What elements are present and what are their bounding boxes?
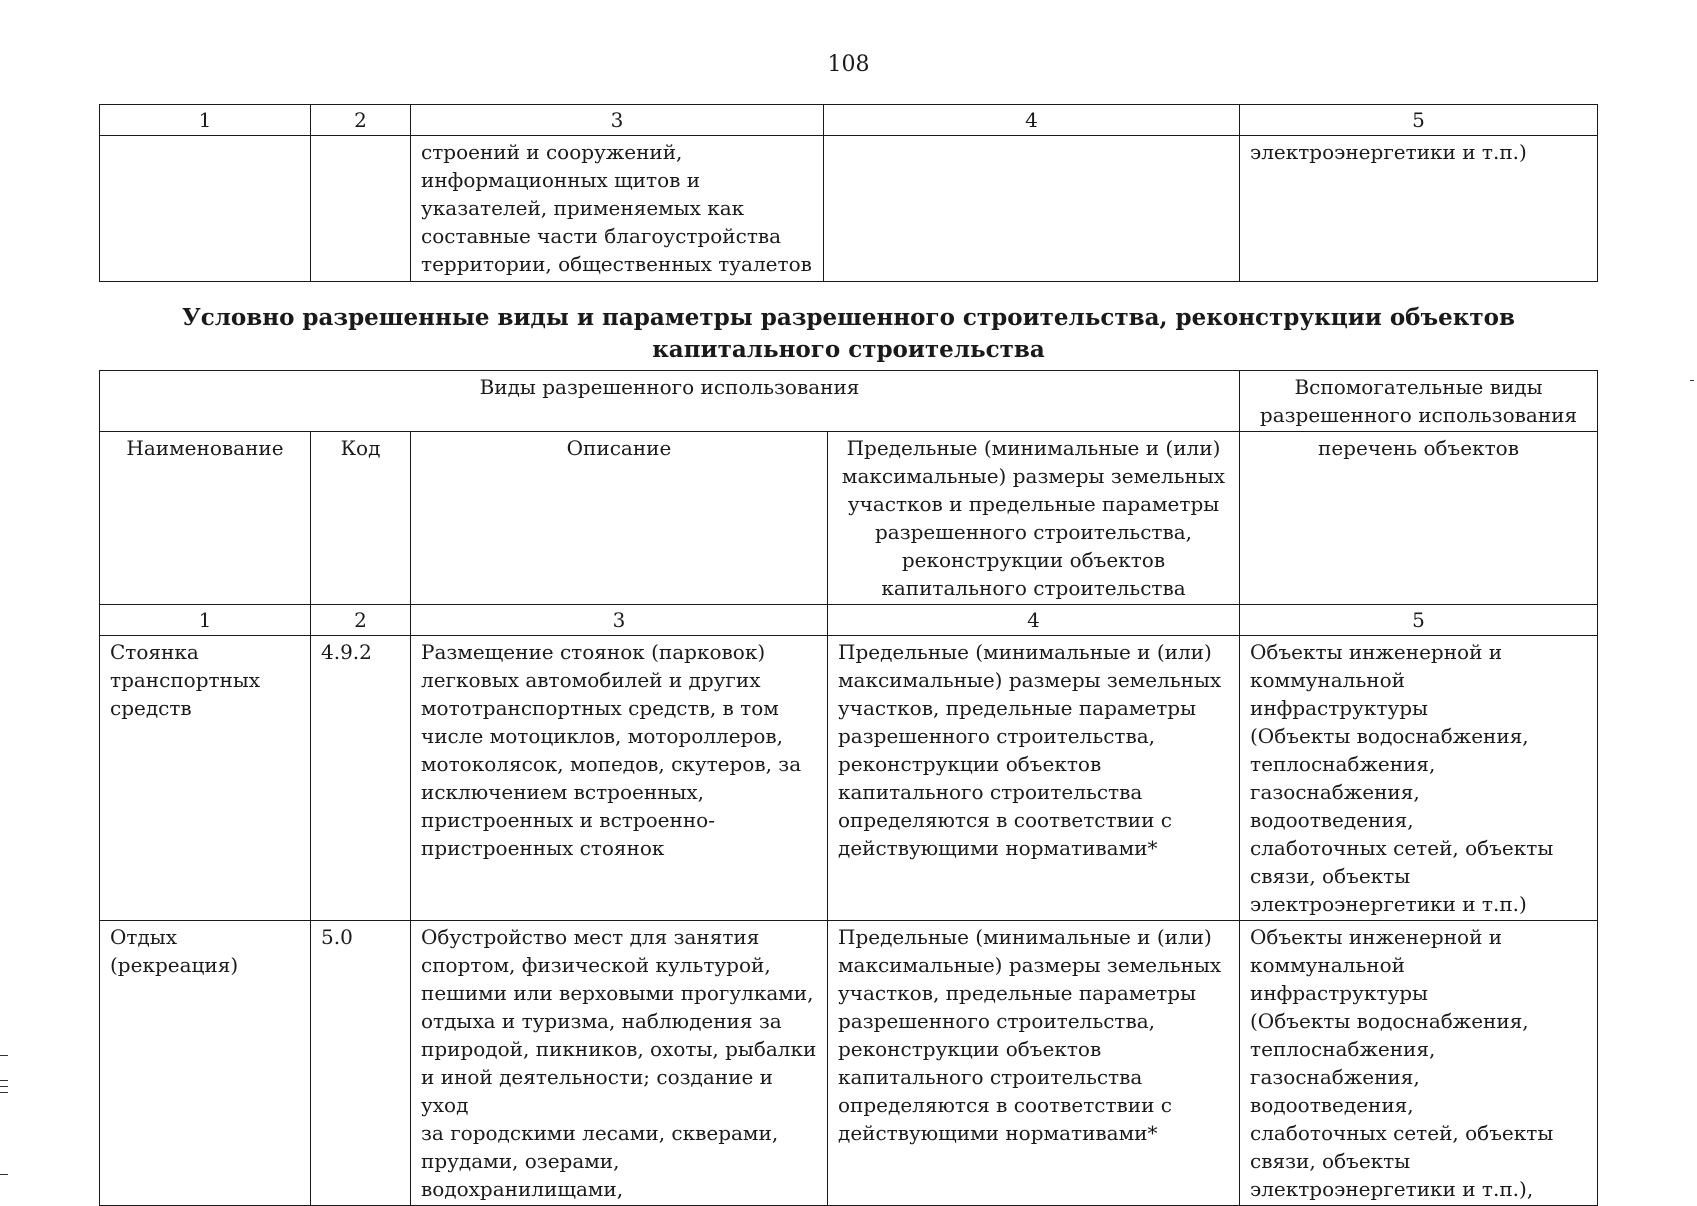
text-line: природой, пикников, охоты, рыбалки bbox=[421, 1037, 817, 1061]
table-row bbox=[100, 136, 1598, 282]
text-line: Отдых bbox=[110, 925, 177, 949]
header-limits bbox=[828, 432, 1240, 605]
scan-margin-mark bbox=[0, 1080, 8, 1081]
text-line: газоснабжения, водоотведения, bbox=[1250, 780, 1420, 832]
text-line: легковых автомобилей и других bbox=[421, 668, 761, 692]
text-line: коммунальной инфраструктуры bbox=[1250, 668, 1428, 720]
name-cell bbox=[100, 921, 311, 1206]
text-line: участков, предельные параметры bbox=[838, 981, 1197, 1005]
text-line: связи, объекты bbox=[1250, 1149, 1411, 1173]
text-line: Стоянка bbox=[110, 640, 199, 664]
header-code: Код bbox=[311, 432, 411, 605]
text-line: Объекты инженерной и bbox=[1250, 640, 1503, 664]
column-number: 5 bbox=[1240, 105, 1598, 136]
text-line: теплоснабжения, bbox=[1250, 752, 1436, 776]
column-number: 4 bbox=[828, 605, 1240, 636]
permitted-uses-table bbox=[99, 370, 1598, 1206]
text-line: капитального строительства bbox=[881, 576, 1186, 600]
text-line: составные части благоустройства bbox=[421, 224, 782, 248]
name-cell bbox=[100, 636, 311, 921]
text-line: разрешенного строительства, bbox=[838, 724, 1156, 748]
code-cell bbox=[311, 136, 411, 282]
description-cell bbox=[411, 921, 828, 1206]
table-row bbox=[100, 921, 1598, 1206]
text-line: Размещение стоянок (парковок) bbox=[421, 640, 766, 664]
column-number: 3 bbox=[411, 105, 824, 136]
description-cell bbox=[411, 136, 824, 282]
text-line: Предельные (минимальные и (или) bbox=[838, 640, 1212, 664]
text-line: Предельные (минимальные и (или) bbox=[838, 925, 1212, 949]
text-line: территории, общественных туалетов bbox=[421, 252, 812, 276]
text-line: теплоснабжения, bbox=[1250, 1037, 1436, 1061]
column-number: 5 bbox=[1240, 605, 1598, 636]
column-number-row bbox=[100, 605, 1598, 636]
text-line: электроэнергетики и т.п.), bbox=[1250, 1177, 1534, 1201]
text-line: пристроенных и встроенно- bbox=[421, 808, 715, 832]
column-number: 1 bbox=[100, 105, 311, 136]
text-line: действующими нормативами* bbox=[838, 1121, 1158, 1145]
group-header-main: Виды разрешенного использования bbox=[100, 371, 1240, 432]
column-number: 2 bbox=[311, 605, 411, 636]
text-line: разрешенного использования bbox=[1259, 403, 1578, 427]
text-line: строений и сооружений, bbox=[421, 140, 683, 164]
page-number: 108 bbox=[827, 52, 870, 77]
text-line: пешими или верховыми прогулками, bbox=[421, 981, 814, 1005]
section-title bbox=[0, 302, 1697, 366]
limits-cell bbox=[828, 636, 1240, 921]
text-line: реконструкции объектов bbox=[838, 752, 1102, 776]
text-line: (рекреация) bbox=[110, 953, 239, 977]
group-header-row bbox=[100, 371, 1598, 432]
text-line: определяются в соответствии с bbox=[838, 1093, 1173, 1117]
header-description: Описание bbox=[411, 432, 828, 605]
text-line: участков и предельные параметры bbox=[847, 492, 1220, 516]
text-line: мототранспортных средств, в том bbox=[421, 696, 779, 720]
name-cell bbox=[100, 136, 311, 282]
objects-cell bbox=[1240, 921, 1598, 1206]
text-line: реконструкции объектов bbox=[901, 548, 1166, 572]
text-line: Обустройство мест для занятия bbox=[421, 925, 760, 949]
text-line: разрешенного строительства, bbox=[874, 520, 1193, 544]
text-line: (Объекты водоснабжения, bbox=[1250, 1009, 1529, 1033]
text-line: капитального строительства bbox=[838, 1065, 1143, 1089]
header-row bbox=[100, 432, 1598, 605]
text-line: транспортных bbox=[110, 668, 261, 692]
header-name: Наименование bbox=[100, 432, 311, 605]
text-line: коммунальной инфраструктуры bbox=[1250, 953, 1428, 1005]
limits-cell bbox=[824, 136, 1240, 282]
text-line: определяются в соответствии с bbox=[838, 808, 1173, 832]
text-line: капитального строительства bbox=[838, 780, 1143, 804]
column-number: 4 bbox=[824, 105, 1240, 136]
column-number: 3 bbox=[411, 605, 828, 636]
text-line: мотоколясок, мопедов, скутеров, за bbox=[421, 752, 802, 776]
scan-margin-mark bbox=[0, 1174, 8, 1175]
table-row bbox=[100, 636, 1598, 921]
continuation-table bbox=[99, 104, 1598, 282]
text-line: пристроенных стоянок bbox=[421, 836, 665, 860]
scan-margin-mark bbox=[0, 1092, 8, 1093]
column-number-row bbox=[100, 105, 1598, 136]
text-line: числе мотоциклов, мотороллеров, bbox=[421, 724, 784, 748]
text-line: (Объекты водоснабжения, bbox=[1250, 724, 1529, 748]
text-line: исключением встроенных, bbox=[421, 780, 705, 804]
text-line: за городскими лесами, скверами, bbox=[421, 1121, 779, 1145]
code-cell: 4.9.2 bbox=[311, 636, 411, 921]
column-number: 1 bbox=[100, 605, 311, 636]
text-line: спортом, физической культурой, bbox=[421, 953, 771, 977]
text-line: разрешенного строительства, bbox=[838, 1009, 1156, 1033]
text-line: отдыха и туризма, наблюдения за bbox=[421, 1009, 782, 1033]
text-line: информационных щитов и bbox=[421, 168, 701, 192]
text-line: электроэнергетики и т.п.) bbox=[1250, 892, 1527, 916]
description-cell bbox=[411, 636, 828, 921]
scan-margin-mark bbox=[0, 1086, 8, 1087]
objects-cell: электроэнергетики и т.п.) bbox=[1240, 136, 1598, 282]
text-line: реконструкции объектов bbox=[838, 1037, 1102, 1061]
column-number: 2 bbox=[311, 105, 411, 136]
text-line: Предельные (минимальные и (или) bbox=[846, 436, 1221, 460]
text-line: средств bbox=[110, 696, 192, 720]
text-line: капитального строительства bbox=[652, 336, 1045, 363]
scan-margin-mark bbox=[1690, 380, 1694, 381]
text-line: Условно разрешенные виды и параметры разрешенного строительства, реконструкции объектов bbox=[182, 304, 1515, 331]
text-line: указателей, применяемых как bbox=[421, 196, 745, 220]
text-line: слаботочных сетей, объекты bbox=[1250, 836, 1554, 860]
text-line: максимальные) размеры земельных bbox=[838, 953, 1222, 977]
group-header-aux bbox=[1240, 371, 1598, 432]
text-line: максимальные) размеры земельных bbox=[841, 464, 1226, 488]
text-line: слаботочных сетей, объекты bbox=[1250, 1121, 1554, 1145]
limits-cell bbox=[828, 921, 1240, 1206]
text-line: действующими нормативами* bbox=[838, 836, 1158, 860]
scan-margin-mark bbox=[0, 1055, 8, 1056]
text-line: Вспомогательные виды bbox=[1294, 375, 1543, 399]
text-line: прудами, озерами, водохранилищами, bbox=[421, 1149, 624, 1201]
header-objects: перечень объектов bbox=[1240, 432, 1598, 605]
text-line: Объекты инженерной и bbox=[1250, 925, 1503, 949]
objects-cell bbox=[1240, 636, 1598, 921]
text-line: и иной деятельности; создание и уход bbox=[421, 1065, 773, 1117]
text-line: максимальные) размеры земельных bbox=[838, 668, 1222, 692]
text-line: связи, объекты bbox=[1250, 864, 1411, 888]
code-cell: 5.0 bbox=[311, 921, 411, 1206]
text-line: участков, предельные параметры bbox=[838, 696, 1197, 720]
text-line: газоснабжения, водоотведения, bbox=[1250, 1065, 1420, 1117]
